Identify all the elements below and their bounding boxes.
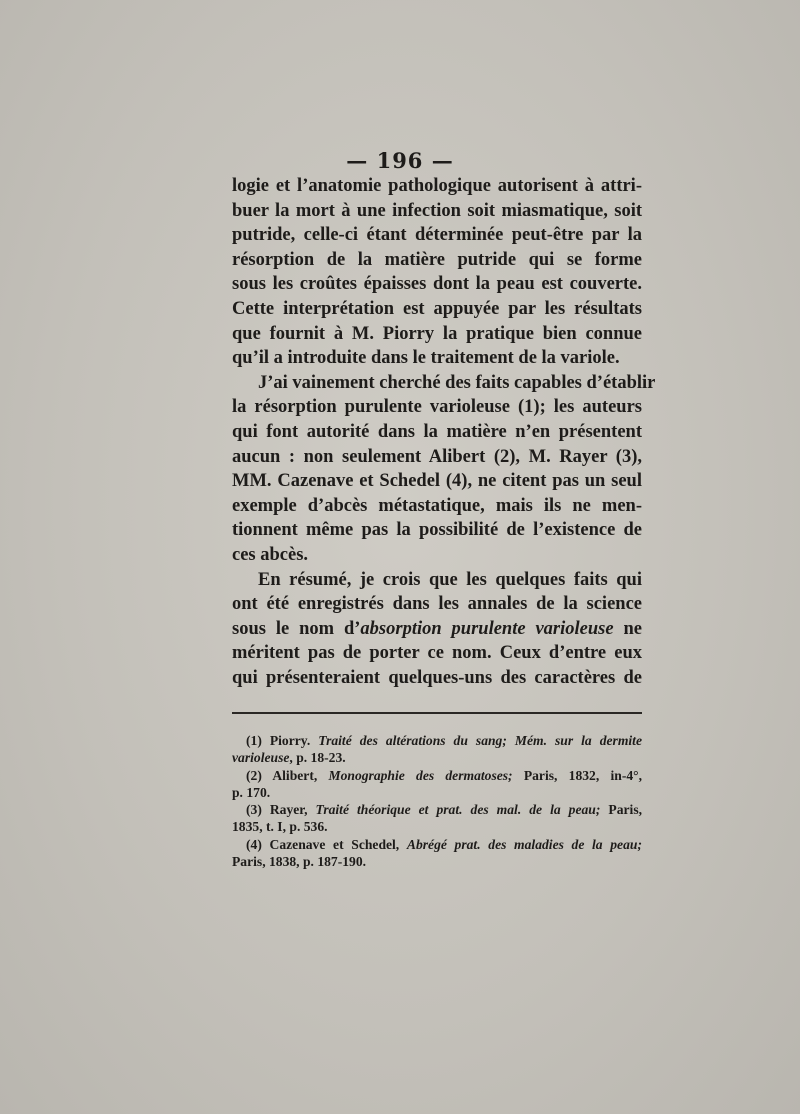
footnote-label: (3) Rayer, <box>246 802 316 818</box>
footnote-line: p. 170. <box>232 784 271 800</box>
text-line: J’ai vainement cherché des faits capables d’établir <box>258 372 656 393</box>
text-line: la résorption purulente varioleuse (1); les auteurs <box>232 397 642 418</box>
text-line: aucun : non seulement Alibert (2), M. Rayer (3), <box>232 446 642 467</box>
text-line <box>232 617 642 642</box>
text-line: ont été enregistrés dans les annales de la science <box>232 594 642 615</box>
footnote-divider <box>232 712 642 714</box>
text-line: qui présenteraient quelques-uns des caractères de <box>232 667 642 688</box>
text-line: buer la mort à une infection soit miasmatique, soit <box>232 200 642 221</box>
footnote <box>232 801 642 836</box>
footnote-ref: , p. 18-23. <box>289 750 346 766</box>
footnote-title: Abrégé prat. des maladies de la peau; <box>406 836 642 852</box>
italic-term: absorption purulente varioleuse <box>360 618 614 639</box>
footnote-label: (1) Piorry. <box>246 733 319 748</box>
footnote <box>232 732 642 767</box>
footnote-line <box>232 801 642 818</box>
text-line: qu’il a introduite dans le traitement de la variole. <box>232 348 620 369</box>
footnote-label: (2) Alibert, <box>246 767 329 783</box>
text-line: sous les croûtes épaisses dont la peau est couverte. <box>232 274 642 295</box>
text-line: qui font autorité dans la matière n’en présentent <box>232 421 642 442</box>
footnote-line <box>232 836 642 853</box>
footnote <box>232 836 642 871</box>
footnote-title: Traité des altérations du sang; Mém. sur la dermite <box>318 733 642 748</box>
text-line: logie et l’anatomie pathologique autorisent à attri- <box>232 176 642 196</box>
footnote-title: varioleuse <box>232 750 290 766</box>
text-line: ces abcès. <box>232 544 309 565</box>
footnote-label: (4) Cazenave et Schedel, <box>246 836 407 852</box>
footnote-line <box>232 767 642 784</box>
text-line: tionnent même pas la possibilité de l’existence de <box>232 520 642 541</box>
footnote-line: Paris, 1838, p. 187-190. <box>232 854 367 870</box>
text-line: En résumé, je crois que les quelques faits qui <box>258 569 642 590</box>
page-number: — 196 — <box>346 148 454 173</box>
text-run: sous le nom d’ <box>232 618 361 639</box>
footnote-line: 1835, t. I, p. 536. <box>232 819 328 835</box>
text-line: putride, celle-ci étant déterminée peut-être par la <box>232 225 642 246</box>
text-line: que fournit à M. Piorry la pratique bien connue <box>232 323 642 344</box>
text-line: résorption de la matière putride qui se forme <box>232 249 642 270</box>
main-text <box>232 174 656 690</box>
footnote-ref: Paris, 1832, in-4°, <box>512 767 642 783</box>
footnote <box>232 767 642 802</box>
text-line: exemple d’abcès métastatique, mais ils ne men- <box>232 495 642 516</box>
footnote-line <box>232 749 642 766</box>
footnotes <box>232 732 642 870</box>
text-line: MM. Cazenave et Schedel (4), ne citent pas un seul <box>232 471 642 492</box>
footnote-title: Traité théorique et prat. des mal. de la peau; <box>315 802 601 818</box>
text-line: méritent pas de porter ce nom. Ceux d’entre eux <box>232 643 642 664</box>
footnote-ref: Paris, <box>600 802 643 818</box>
text-run: ne <box>613 618 642 639</box>
footnote-title: Monographie des dermatoses; <box>328 767 513 783</box>
footnote-line <box>232 732 642 749</box>
text-line: Cette interprétation est appuyée par les résultats <box>232 298 642 319</box>
